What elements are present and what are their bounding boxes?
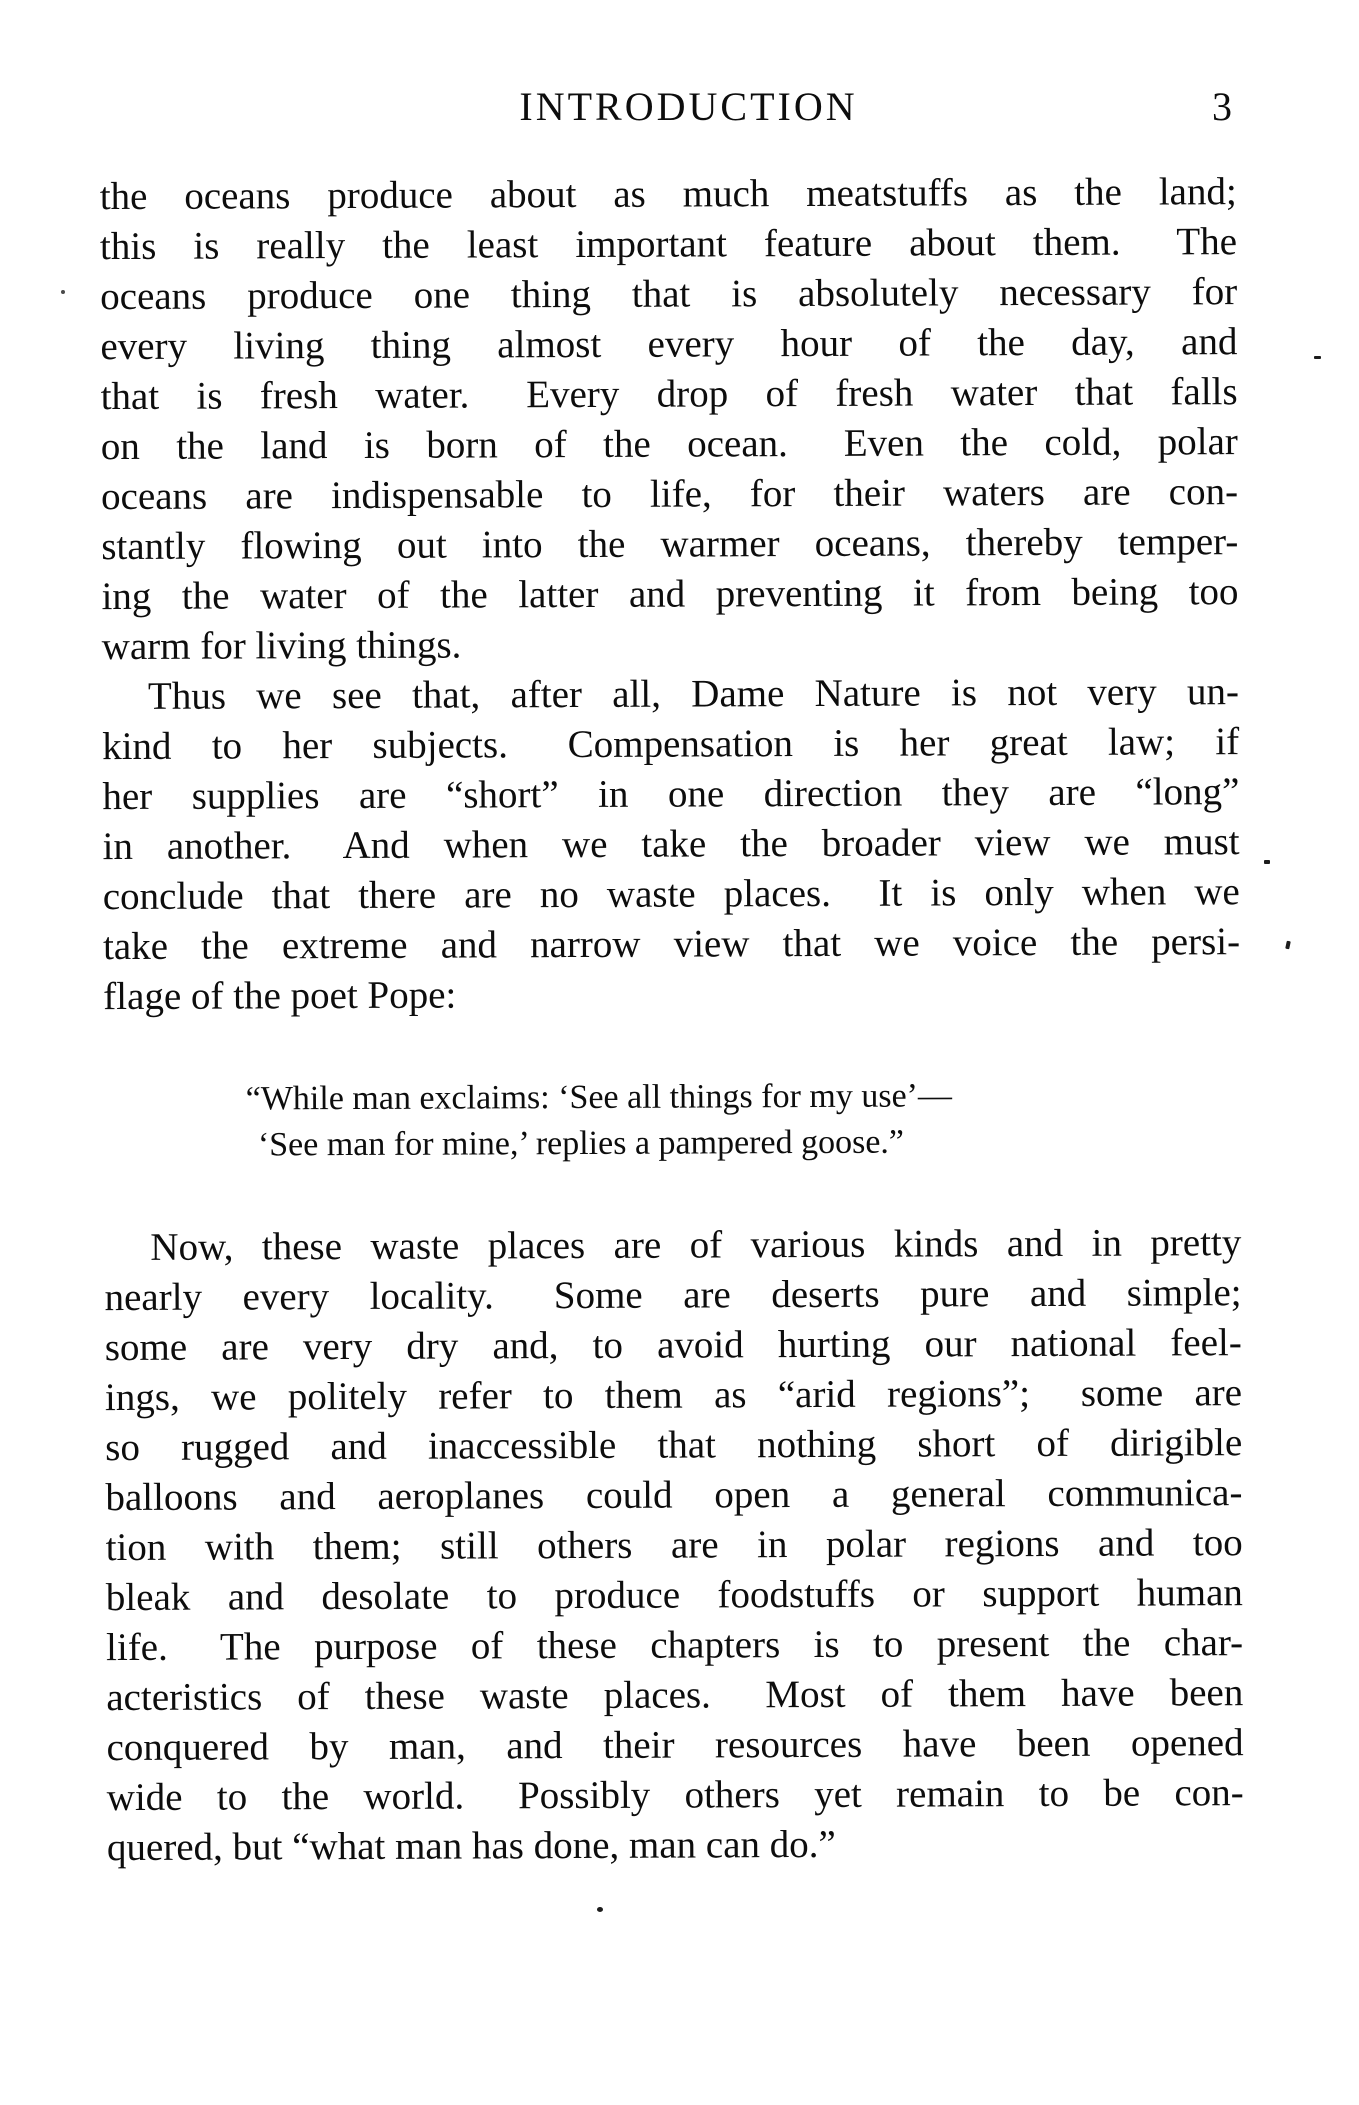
text-line: life. The purpose of these chapters is to present the char-: [106, 1621, 1244, 1670]
text-line: kind to her subjects. Compensation is her great law; if: [102, 720, 1240, 769]
text-line: Now, these waste places are of various kinds and in pretty: [150, 1221, 1242, 1269]
text-line: that is fresh water. Every drop of fresh water that falls: [100, 370, 1238, 419]
text-line: her supplies are “short” in one direction they are “long”: [102, 770, 1240, 819]
text-line: ings, we politely refer to them as “arid regions”; some are: [104, 1371, 1243, 1420]
main-text-column: [100, 167, 1241, 1022]
text-line: bleak and desolate to produce foodstuffs or support human: [105, 1571, 1243, 1620]
scan-speck: [1264, 860, 1270, 864]
text-line: ing the water of the latter and preventing it from being too: [101, 570, 1239, 619]
scan-speck: [597, 1907, 603, 1912]
text-line: quered, but “what man has done, man can do.”: [106, 1822, 836, 1870]
text-line: tion with them; still others are in polar regions and too: [105, 1521, 1243, 1570]
text-line: every living thing almost every hour of the day, and: [100, 320, 1238, 369]
text-line: warm for living things.: [101, 623, 462, 669]
page-number: 3: [1212, 84, 1232, 129]
text-line: wide to the world. Possibly others yet remain to be con-: [106, 1771, 1244, 1820]
paragraph-waste-places: [104, 1218, 1244, 1873]
text-line: conclude that there are no waste places. It is only when we: [102, 870, 1240, 919]
text-line: acteristics of these waste places. Most of them have been: [106, 1671, 1244, 1720]
chapter-title: INTRODUCTION: [519, 84, 858, 129]
text-line: take the extreme and narrow view that we voice the persi-: [102, 920, 1241, 969]
text-line: stantly flowing out into the warmer oceans, thereby temper-: [101, 520, 1239, 569]
scan-speck: [1314, 356, 1321, 359]
text-line: in another. And when we take the broader view we must: [102, 820, 1240, 869]
text-line: oceans are indispensable to life, for their waters are con-: [100, 470, 1239, 519]
text-line: “While man exclaims: ‘See all things for my use’—: [245, 1077, 953, 1118]
text-line: some are very dry and, to avoid hurting our national feel-: [104, 1321, 1242, 1370]
paragraph-dame-nature: [102, 667, 1241, 1022]
verse-quote: [246, 1073, 953, 1168]
text-line: the oceans produce about as much meatstuffs as the land;: [99, 170, 1237, 219]
text-line: ‘See man for mine,’ replies a pampered goose.”: [257, 1123, 905, 1164]
paragraph-oceans: [100, 167, 1239, 672]
text-line: oceans produce one thing that is absolutely necessary for: [100, 270, 1238, 319]
text-line: nearly every locality. Some are deserts pure and simple;: [104, 1271, 1242, 1320]
text-line: Thus we see that, after all, Dame Nature is not very un-: [147, 670, 1240, 718]
text-line: balloons and aeroplanes could open a general communica-: [105, 1471, 1243, 1520]
text-line: flage of the poet Pope:: [103, 973, 457, 1019]
text-line: this is really the least important feature about them. The: [99, 220, 1238, 269]
text-line: conquered by man, and their resources have been opened: [106, 1721, 1244, 1770]
scan-speck: [61, 290, 65, 294]
text-line: on the land is born of the ocean. Even the cold, polar: [100, 420, 1238, 469]
text-line: so rugged and inaccessible that nothing short of dirigible: [105, 1421, 1243, 1470]
